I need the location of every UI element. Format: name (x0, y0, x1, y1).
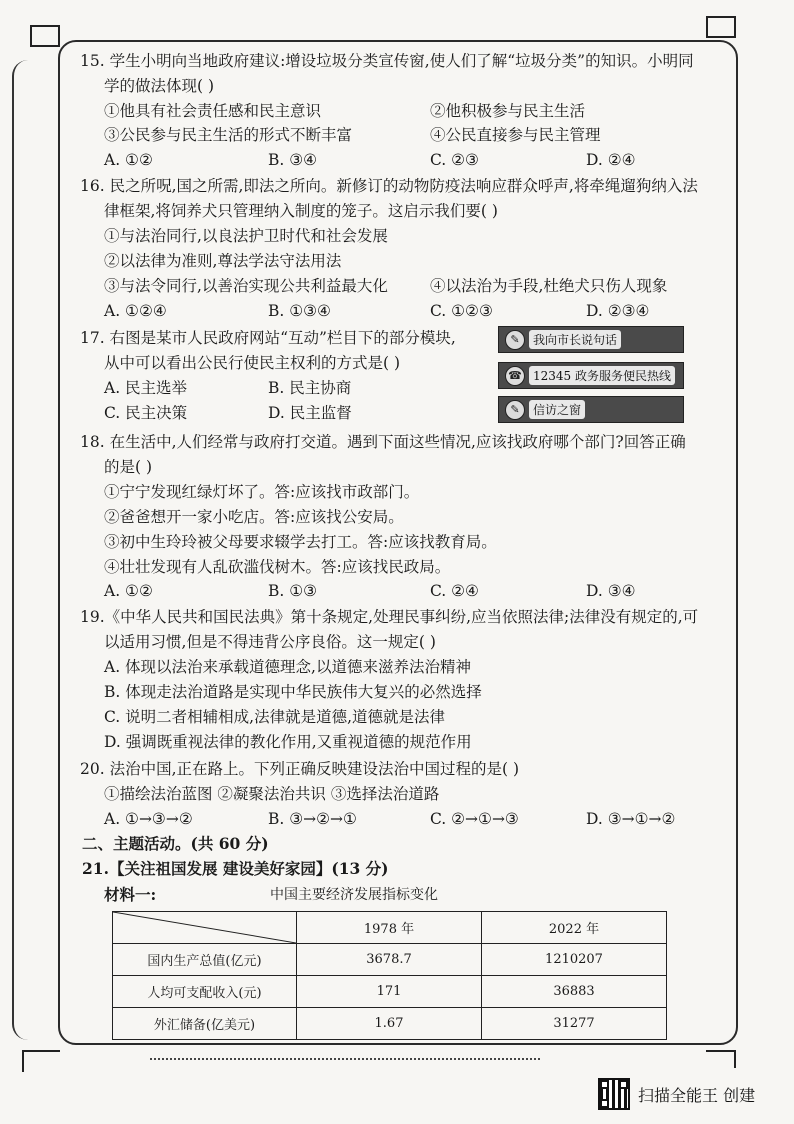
qr-code-icon (598, 1078, 630, 1110)
row-label-gdp: 国内生产总值(亿元) (113, 944, 297, 976)
cell-gdp-1978: 3678.7 (297, 944, 482, 976)
cell-gdp-2022: 1210207 (482, 944, 667, 976)
q20-stem: 20. 法治中国,正在路上。下列正确反映建设法治中国过程的是( ) (80, 760, 520, 778)
economy-table (112, 911, 667, 1040)
phone-icon: ☎ (505, 366, 525, 386)
q15-option-c[interactable]: C. ②③ (430, 151, 479, 169)
q16-stem-cont: 律框架,将饲养犬只管理纳入制度的笼子。这启示我们要( ) (104, 202, 498, 220)
q18-option-a[interactable]: A. ①② (104, 582, 153, 600)
q19-option-c[interactable]: C. 说明二者相辅相成,法律就是道德,道德就是法律 (104, 708, 446, 726)
q16-option-c[interactable]: C. ①②③ (430, 302, 493, 320)
q16-statement-3: ③与法令同行,以善治实现公共利益最大化 (104, 277, 388, 295)
panel-hotline (498, 362, 684, 389)
q19-option-d[interactable]: D. 强调既重视法律的教化作用,又重视道德的规范作用 (104, 733, 472, 751)
q20-option-c[interactable]: C. ②→①→③ (430, 810, 519, 828)
table-header-row (113, 912, 667, 944)
panel-mayor-message (498, 326, 684, 353)
q18-option-b[interactable]: B. ①③ (268, 582, 318, 600)
q15-option-a[interactable]: A. ①② (104, 151, 153, 169)
q17-option-a[interactable]: A. 民主选举 (104, 379, 188, 397)
q20-option-b[interactable]: B. ③→②→① (268, 810, 357, 828)
panel-mayor-label: 我向市长说句话 (529, 330, 621, 349)
panel-petition (498, 396, 684, 423)
q19-option-a[interactable]: A. 体现以法治来承载道德理念,以道德来滋养法治精神 (104, 658, 471, 676)
q16-stem: 16. 民之所呪,国之所需,即法之所向。新修订的动物防疫法响应群众呼声,将牵绳遛狗纳入法 (80, 177, 698, 195)
cell-income-2022: 36883 (482, 976, 667, 1008)
table-row (113, 976, 667, 1008)
scan-corner-mark (706, 1050, 736, 1068)
q15-stem-cont: 学的做法体现( ) (104, 77, 215, 95)
q15-statement-3: ③公民参与民主生活的形式不断丰富 (104, 126, 353, 144)
scan-corner-mark (30, 25, 60, 47)
pen-icon: ✎ (505, 330, 525, 350)
q17-option-d[interactable]: D. 民主监督 (268, 404, 352, 422)
q16-option-b[interactable]: B. ①③④ (268, 302, 331, 320)
q20-option-d[interactable]: D. ③→①→② (586, 810, 676, 828)
q20-statements: ①描绘法治蓝图 ②凝聚法治共识 ③选择法治道路 (104, 785, 440, 803)
section-heading: 二、主题活动。(共 60 分) (82, 834, 269, 853)
q15-option-b[interactable]: B. ③④ (268, 151, 318, 169)
q17-stem: 17. 右图是某市人民政府网站“互动”栏目下的部分模块, (80, 329, 456, 347)
q21-title: 21.【关注祖国发展 建设美好家园】(13 分) (82, 859, 389, 878)
diagonal-line (113, 912, 296, 943)
q18-statement-1: ①宁宁发现红绿灯坏了。答:应该找市政部门。 (104, 483, 420, 501)
material-label: 材料一: (104, 885, 157, 904)
q17-option-b[interactable]: B. 民主协商 (268, 379, 352, 397)
q19-option-b[interactable]: B. 体现走法治道路是实现中华民族伟大复兴的必然选择 (104, 683, 482, 701)
q18-option-c[interactable]: C. ②④ (430, 582, 479, 600)
scan-corner-mark (706, 16, 736, 38)
panel-hotline-label: 12345 政务服务便民热线 (529, 366, 675, 385)
q18-stem: 18. 在生活中,人们经常与政府打交道。遇到下面这些情况,应该找政府哪个部门?回答正确 (80, 433, 686, 451)
q16-statement-1: ①与法治同行,以良法护卫时代和社会发展 (104, 227, 388, 245)
scanner-watermark: 扫描全能王 创建 (638, 1086, 756, 1105)
q15-statement-1: ①他具有社会责任感和民主意识 (104, 102, 322, 120)
panel-petition-label: 信访之窗 (529, 400, 585, 419)
q18-stem-cont: 的是( ) (104, 458, 153, 476)
diagonal-header-cell (113, 912, 297, 944)
q15-statement-2: ②他积极参与民主生活 (430, 102, 586, 120)
pen-icon: ✎ (505, 400, 525, 420)
q18-option-d[interactable]: D. ③④ (586, 582, 636, 600)
q19-stem-cont: 以适用习惯,但是不得违背公序良俗。这一规定( ) (104, 633, 436, 651)
table-row (113, 1008, 667, 1040)
row-label-income: 人均可支配收入(元) (113, 976, 297, 1008)
q17-stem-cont: 从中可以看出公民行使民主权利的方式是( ) (104, 354, 401, 372)
q16-statement-4: ④以法治为手段,杜绝犬只伤人现象 (430, 277, 668, 295)
table-row (113, 944, 667, 976)
q15-statement-4: ④公民直接参与民主管理 (430, 126, 601, 144)
q18-statement-2: ②爸爸想开一家小吃店。答:应该找公安局。 (104, 508, 404, 526)
q19-stem: 19.《中华人民共和国民法典》第十条规定,处理民事纠纷,应当依照法律;法律没有规定的,可 (80, 608, 699, 626)
cell-income-1978: 171 (297, 976, 482, 1008)
table-title: 中国主要经济发展指标变化 (270, 887, 438, 903)
footer-dotted-line (150, 1058, 540, 1066)
q18-statement-4: ④壮壮发现有人乱砍滥伐树木。答:应该找民政局。 (104, 558, 451, 576)
cell-reserve-1978: 1.67 (297, 1008, 482, 1040)
scan-corner-mark (22, 1050, 60, 1072)
header-1978: 1978 年 (297, 912, 482, 944)
q20-option-a[interactable]: A. ①→③→② (104, 810, 193, 828)
q17-option-c[interactable]: C. 民主决策 (104, 404, 188, 422)
row-label-reserve: 外汇储备(亿美元) (113, 1008, 297, 1040)
header-2022: 2022 年 (482, 912, 667, 944)
q16-option-a[interactable]: A. ①②④ (104, 302, 167, 320)
binding-margin-line (12, 60, 28, 1040)
q16-statement-2: ②以法律为准则,尊法学法守法用法 (104, 252, 342, 270)
q16-option-d[interactable]: D. ②③④ (586, 302, 650, 320)
q15-option-d[interactable]: D. ②④ (586, 151, 636, 169)
cell-reserve-2022: 31277 (482, 1008, 667, 1040)
q15-stem: 15. 学生小明向当地政府建议:增设垃圾分类宣传窗,使人们了解“垃圾分类”的知识。小明同 (80, 52, 694, 70)
q18-statement-3: ③初中生玲玲被父母要求辍学去打工。答:应该找教育局。 (104, 533, 497, 551)
